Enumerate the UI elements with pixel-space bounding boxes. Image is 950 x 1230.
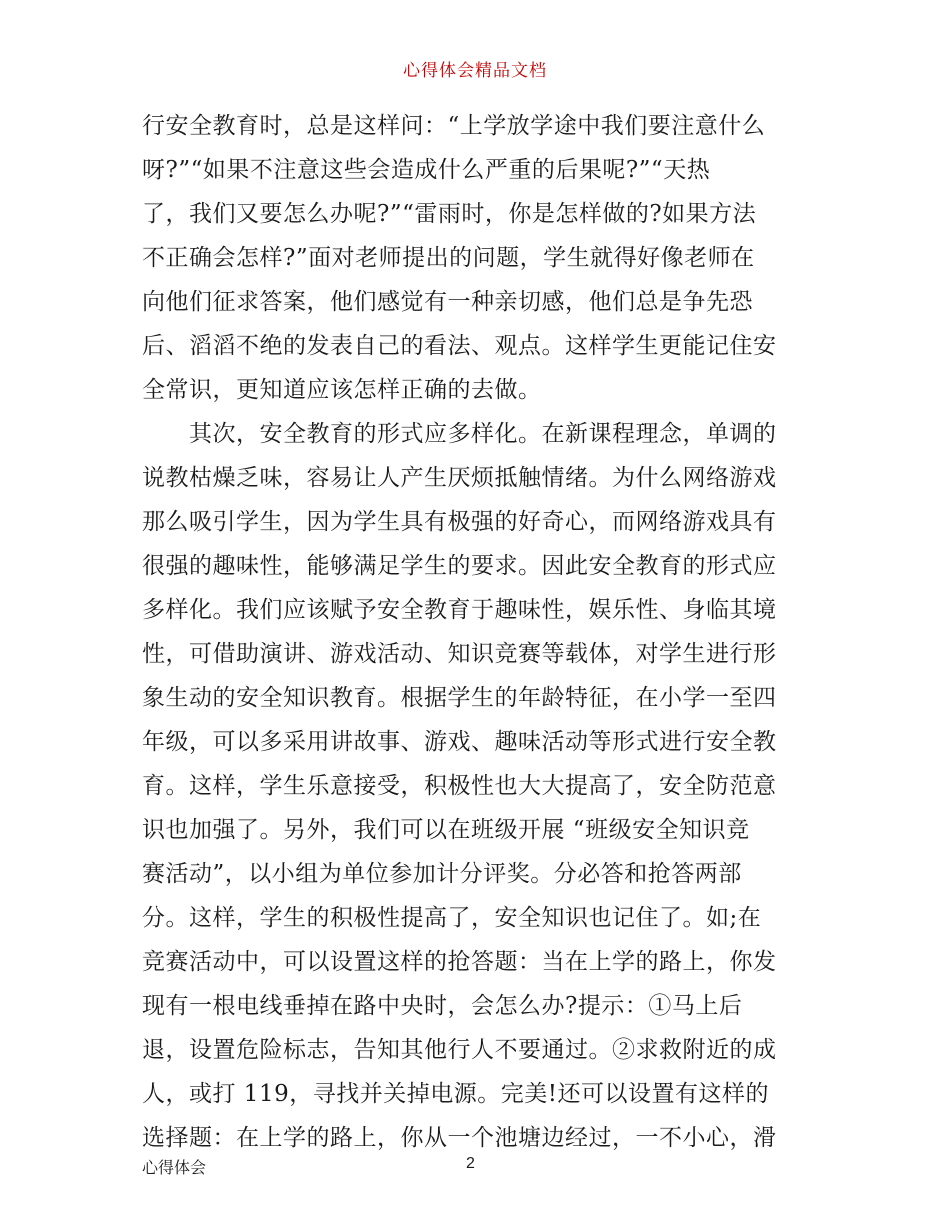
text-line: 分。这样，学生的积极性提高了，安全知识也记住了。如;在 bbox=[142, 905, 762, 931]
text-line: 很强的趣味性，能够满足学生的要求。因此安全教育的形式应 bbox=[142, 553, 777, 579]
text-line: 象生动的安全知识教育。根据学生的年龄特征，在小学一至四 bbox=[142, 685, 777, 711]
text-line: 性，可借助演讲、游戏活动、知识竞赛等载体，对学生进行形 bbox=[142, 641, 777, 667]
text-line: 说教枯燥乏味，容易让人产生厌烦抵触情绪。为什么网络游戏 bbox=[142, 465, 777, 491]
page-number: 2 bbox=[466, 1155, 475, 1172]
text-line: 呀?”“如果不注意这些会造成什么严重的后果呢?”“天热 bbox=[142, 157, 711, 183]
text-line: 向他们征求答案，他们感觉有一种亲切感，他们总是争先恐 bbox=[142, 289, 753, 315]
footer-label: 心得体会 bbox=[142, 1158, 207, 1177]
text-line: 全常识，更知道应该怎样正确的去做。 bbox=[142, 377, 542, 403]
text-line: 退，设置危险标志，告知其他行人不要通过。②求救附近的成 bbox=[142, 1037, 777, 1063]
text-line: 其次，安全教育的形式应多样化。在新课程理念，单调的 bbox=[142, 421, 777, 447]
text-line: 赛活动”，以小组为单位参加计分评奖。分必答和抢答两部 bbox=[142, 861, 742, 887]
text-line: 人，或打 119，寻找并关掉电源。完美!还可以设置有这样的 bbox=[142, 1081, 769, 1107]
text-line: 识也加强了。另外，我们可以在班级开展 “班级安全知识竞 bbox=[142, 817, 750, 843]
text-line: 年级，可以多采用讲故事、游戏、趣味活动等形式进行安全教 bbox=[142, 729, 777, 755]
text-line: 竞赛活动中，可以设置这样的抢答题：当在上学的路上，你发 bbox=[142, 949, 777, 975]
text-line: 多样化。我们应该赋予安全教育于趣味性，娱乐性、身临其境 bbox=[142, 597, 777, 623]
text-line: 了，我们又要怎么办呢?”“雷雨时，你是怎样做的?如果方法 bbox=[142, 201, 757, 227]
text-line: 行安全教育时，总是这样问：“上学放学途中我们要注意什么 bbox=[142, 113, 766, 139]
body-text bbox=[142, 104, 822, 1160]
text-line: 选择题：在上学的路上，你从一个池塘边经过，一不小心，滑 bbox=[142, 1125, 777, 1151]
text-line: 后、滔滔不绝的发表自己的看法、观点。这样学生更能记住安 bbox=[142, 333, 777, 359]
text-line: 现有一根电线垂掉在路中央时，会怎么办?提示：①马上后 bbox=[142, 993, 743, 1019]
page-header-title: 心得体会精品文档 bbox=[403, 61, 547, 81]
text-line: 不正确会怎样?”面对老师提出的问题，学生就得好像老师在 bbox=[142, 245, 755, 271]
text-line: 育。这样，学生乐意接受，积极性也大大提高了，安全防范意 bbox=[142, 773, 777, 799]
text-line: 那么吸引学生，因为学生具有极强的好奇心，而网络游戏具有 bbox=[142, 509, 777, 535]
